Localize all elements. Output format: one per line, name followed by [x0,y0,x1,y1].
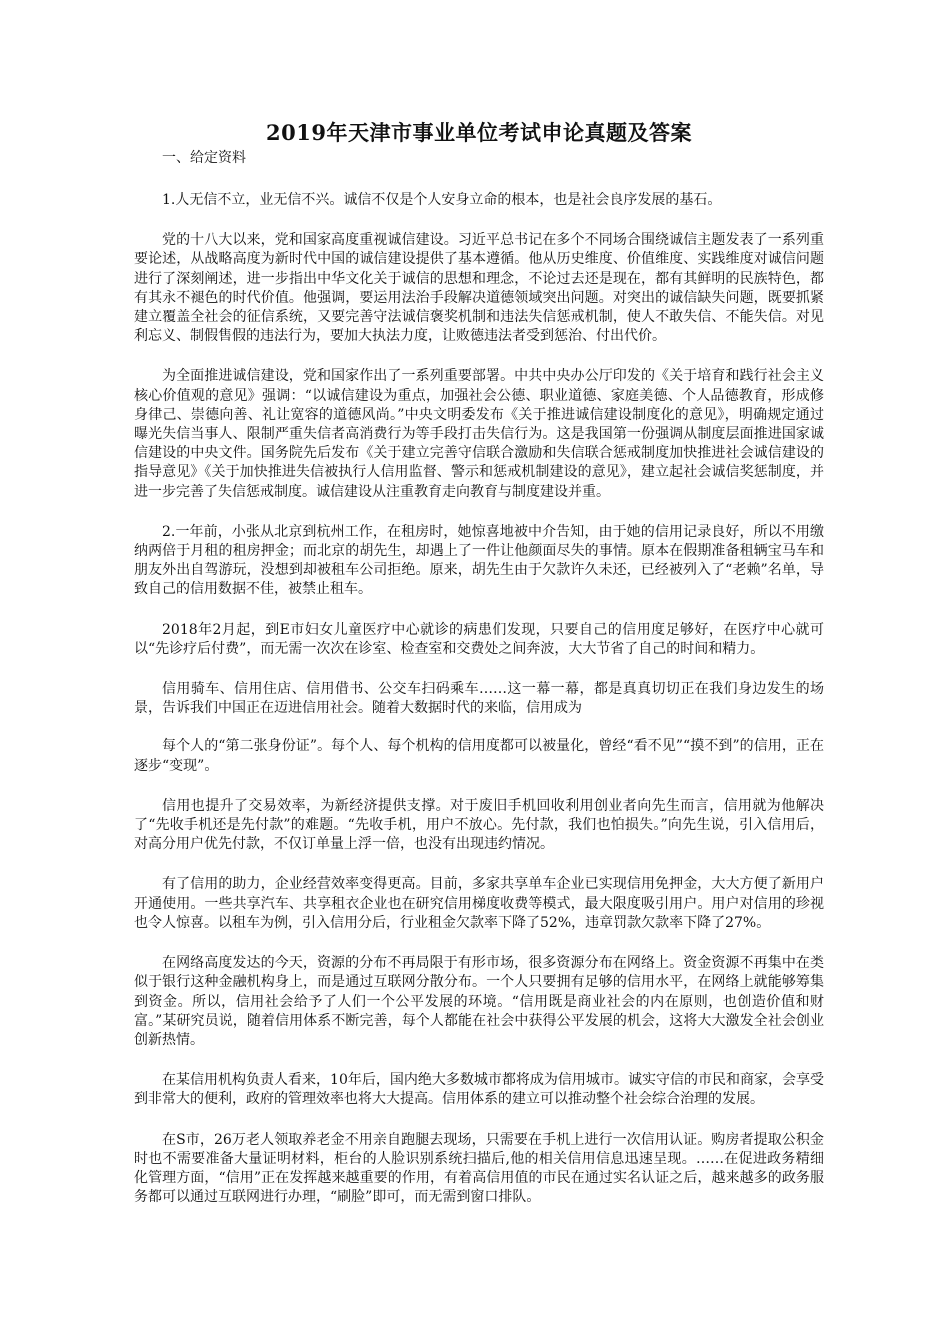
section-heading: 一、给定资料 [162,150,246,166]
paragraph-5: 2018年2月起，到E市妇女儿童医疗中心就诊的病患们发现，只要自己的信用度足够好，在医疗中心就可以“先诊疗后付费”，而无需一次次在诊室、检查室和交费处之间奔波，大大节省了自己的时间和精力。 [134,621,824,657]
paragraph-9: 有了信用的助力，企业经营效率变得更高。目前，多家共享单车企业已实现信用免押金，大大方便了新用户开通使用。一些共享汽车、共享租衣企业也在研究信用梯度收费等模式，最大限度吸引用户。用户对信用的珍视也令人惊喜。以租车为例，引入信用分后，行业租金欠款率下降了52%，违章罚款欠款率下降了27%。 [134,876,824,931]
paragraph-3: 为全面推进诚信建设，党和国家作出了一系列重要部署。中共中央办公厅印发的《关于培育和践行社会主义核心价值观的意见》强调：“以诚信建设为重点，加强社会公德、职业道德、家庭美德、个人品德教育，形成修身律己、崇德向善、礼让宽容的道德风尚。”中央文明委发布《关于推进诚信建设制度化的意见》，明确规定通过曝光失信当事人、限制严重失信者高消费行为等手段打击失信行为。这是我国第一份强调从制度层面推进国家诚信建设的中央文件。国务院先后发布《关于建立完善守信联合激励和失信联合惩戒制度加快推进社会诚信建设的指导意见》《关于加快推进失信被执行人信用监督、警示和惩戒机制建设的意见》，建立起社会诚信奖惩制度，并进一步完善了失信惩戒制度。诚信建设从注重教育走向教育与制度建设并重。 [134,368,824,500]
document-title: 2019年天津市事业单位考试申论真题及答案 [266,120,692,145]
paragraph-7: 每个人的“第二张身份证”。每个人、每个机构的信用度都可以被量化，曾经“看不见”“摸不到”的信用，正在逐步“变现”。 [134,738,824,774]
paragraph-12: 在S市，26万老人领取养老金不用亲自跑腿去现场，只需要在手机上进行一次信用认证。购房者提取公积金时也不需要准备大量证明材料，柜台的人脸识别系统扫描后,他的相关信用信息迅速呈现。……在促进政务精细化管理方面，“信用”正在发挥越来越重要的作用，有着高信用值的市民在通过实名认证之后，越来越多的政务服务都可以通过互联网进行办理，“刷脸”即可，而无需到窗口排队。 [134,1131,824,1206]
paragraph-8: 信用也提升了交易效率，为新经济提供支撑。对于废旧手机回收利用创业者向先生而言，信用就为他解决了“先收手机还是先付款”的难题。“先收手机，用户不放心。先付款，我们也怕损失。”向先生说，引入信用后，对高分用户优先付款，不仅订单量上浮一倍，也没有出现违约情况。 [134,797,824,853]
paragraph-10: 在网络高度发达的今天，资源的分布不再局限于有形市场，很多资源分布在网络上。资金资源不再集中在类似于银行这种金融机构身上，而是通过互联网分散分布。一个人只要拥有足够的信用水平，在网络上就能够筹集到资金。所以，信用社会给予了人们一个公平发展的环境。“信用既是商业社会的内在原则，也创造价值和财富。”某研究员说，随着信用体系不断完善，每个人都能在社会中获得公平发展的机会，这将大大激发全社会创业创新热情。 [134,955,824,1048]
paragraph-2: 党的十八大以来，党和国家高度重视诚信建设。习近平总书记在多个不同场合围绕诚信主题发表了一系列重要论述，从战略高度为新时代中国的诚信建设提供了基本遵循。他从历史维度、价值维度、实践维度对诚信问题进行了深刻阐述，进一步指出中华文化关于诚信的思想和理念，不论过去还是现在，都有其鲜明的民族特色，都有其永不褪色的时代价值。他强调，要运用法治手段解决道德领域突出问题。对突出的诚信缺失问题，既要抓紧建立覆盖全社会的征信系统，又要完善守法诚信褒奖机制和违法失信惩戒机制，使人不敢失信、不能失信。对见利忘义、制假售假的违法行为，要加大执法力度，让败德违法者受到惩治、付出代价。 [134,232,824,345]
paragraph-11: 在某信用机构负责人看来，10年后，国内绝大多数城市都将成为信用城市。诚实守信的市民和商家，会享受到非常大的便利，政府的管理效率也将大大提高。信用体系的建立可以推动整个社会综合治理的发展。 [134,1072,824,1108]
document-page [134,118,824,1228]
paragraph-1: 1.人无信不立，业无信不兴。诚信不仅是个人安身立命的根本，也是社会良序发展的基石。 [162,192,722,208]
paragraph-6: 信用骑车、信用住店、信用借书、公交车扫码乘车……这一幕一幕，都是真真切切正在我们身边发生的场景，告诉我们中国正在迈进信用社会。随着大数据时代的来临，信用成为 [134,681,824,717]
paragraph-4: 2.一年前，小张从北京到杭州工作，在租房时，她惊喜地被中介告知，由于她的信用记录良好，所以不用缴纳两倍于月租的租房押金；而北京的胡先生，却遇上了一件让他颜面尽失的事情。原本在假期准备租辆宝马车和朋友外出自驾游玩，没想到却被租车公司拒绝。原来，胡先生由于欠款许久未还，已经被列入了“老赖”名单，导致自己的信用数据不佳，被禁止租车。 [134,523,824,598]
